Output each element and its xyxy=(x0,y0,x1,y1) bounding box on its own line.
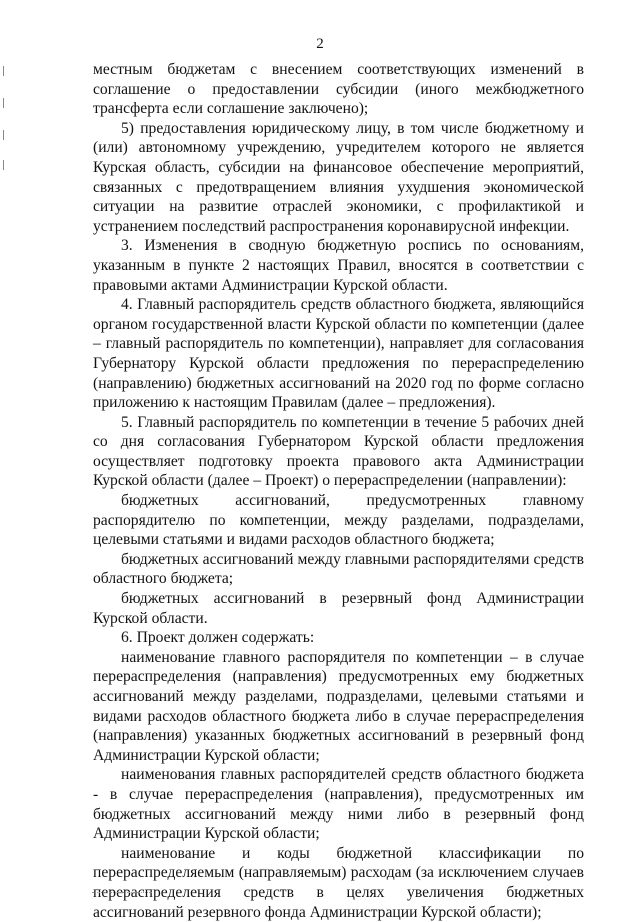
paragraph-list-item: бюджетных ассигнований в резервный фонд Администрации Курской области. xyxy=(93,590,584,627)
paragraph-list-item: наименование и коды бюджетной классификации по перераспределяемым (направляемым) расходам (за исключением случаев перераспределения средств в целях увеличения бюджетных ассигнований резервного фонда Администрации Курской области); xyxy=(93,844,584,921)
page-number: 2 xyxy=(316,36,324,52)
paragraph-section-6: 6. Проект должен содержать: xyxy=(121,629,315,647)
scan-margin-marks xyxy=(0,60,8,220)
paragraph-section-4: 4. Главный распорядитель средств областного бюджета, являющийся органом государственной власти Курской области по компетенции (далее – главный распорядитель по компетенции), направляет для согласования Губернатору Курской области предложения по перераспределению (направлению) бюджетных ассигнований на 2020 год по форме согласно приложению к настоящим Правилам (далее – предложения). xyxy=(93,296,584,412)
paragraph-list-item: наименования главных распорядителей средств областного бюджета - в случае перераспределения (направления), предусмотренных им бюджетных ассигнований между ними либо в резервный фонд Администрации Курской области; xyxy=(93,766,584,843)
paragraph-list-item: наименование главного распорядителя по компетенции – в случае перераспределения (направления) предусмотренных ему бюджетных ассигнований между разделами, подразделами, целевыми статьями и видами расходов областного бюджета либо в случае перераспределения (направления) указанных бюджетных ассигнований в резервный фонд Администрации Курской области; xyxy=(93,648,584,764)
document-body xyxy=(93,60,584,922)
paragraph-continuation: местным бюджетам с внесением соответствующих изменений в соглашение о предоставлении субсидии (иного межбюджетного трансферта если соглашение заключено); xyxy=(93,61,584,118)
scan-bottom-mark xyxy=(92,892,152,897)
paragraph-section-5: 5. Главный распорядитель по компетенции в течение 5 рабочих дней со дня согласования Губернатором Курской области предложения осуществляет подготовку проекта правового акта Администрации Курской области (далее – Проект) о перераспределении (направлении): xyxy=(93,413,584,490)
paragraph-list-item: бюджетных ассигнований между главными распорядителями средств областного бюджета; xyxy=(93,550,584,588)
paragraph-item-5: 5) предоставления юридическому лицу, в том числе бюджетному и (или) автономному учреждению, учредителем которого не является Курская область, субсидии на финансовое обеспечение мероприятий, связанных с предотвращением влияния ухудшения экономической ситуации на развитие отраслей экономики, с профилактикой и устранением последствий распространения коронавирусной инфекции. xyxy=(93,119,584,235)
paragraph-list-item: бюджетных ассигнований, предусмотренных главному распорядителю по компетенции, между разделами, подразделами, целевыми статьями и видами расходов областного бюджета; xyxy=(93,492,584,549)
paragraph-section-3: 3. Изменения в сводную бюджетную роспись по основаниям, указанным в пункте 2 настоящих Правил, вносятся в соответствии с правовыми актами Администрации Курской области. xyxy=(93,237,584,294)
